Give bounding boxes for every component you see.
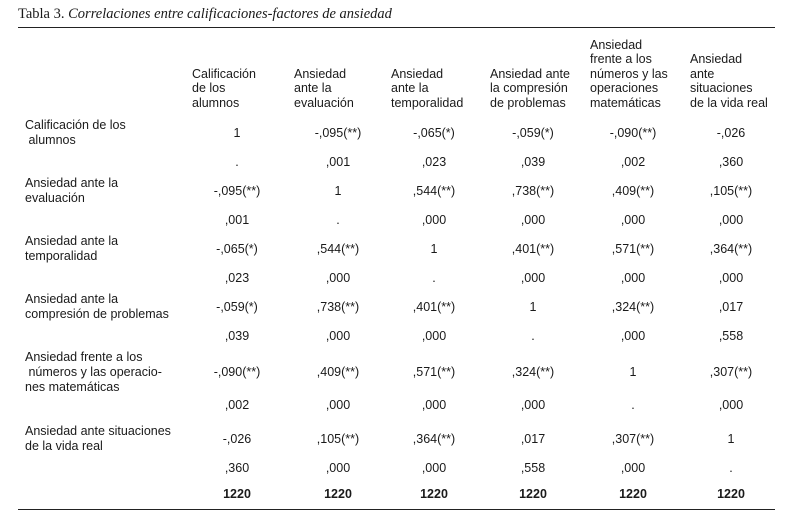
correlation-cell: ,307(**) — [709, 365, 753, 379]
column-header-line: Ansiedad — [590, 37, 643, 52]
significance-cell: . — [631, 398, 635, 412]
correlation-cell: ,017 — [520, 432, 546, 446]
correlation-cell: ,364(**) — [412, 432, 456, 446]
correlation-cell: -,026 — [222, 432, 252, 446]
correlation-cell: ,017 — [718, 300, 744, 314]
column-header-line: Ansiedad — [391, 66, 444, 81]
correlation-cell: ,571(**) — [412, 365, 456, 379]
correlation-cell: ,364(**) — [709, 242, 753, 256]
significance-cell: ,000 — [520, 271, 546, 285]
significance-cell: ,000 — [520, 398, 546, 412]
significance-cell: ,039 — [520, 155, 546, 169]
sample-size-cell: 1220 — [619, 487, 647, 501]
correlation-cell: ,307(**) — [611, 432, 655, 446]
sample-size-cell: 1220 — [717, 487, 745, 501]
sample-size-cell: 1220 — [223, 487, 251, 501]
column-header-6 — [690, 32, 768, 110]
significance-cell: ,558 — [520, 461, 546, 475]
row-label: Ansiedad frente a los números y las operacio- nes matemáticas — [25, 350, 162, 394]
sample-size-cell: 1220 — [519, 487, 547, 501]
correlation-cell: ,544(**) — [316, 242, 360, 256]
significance-cell: ,000 — [620, 461, 646, 475]
table-title: Correlaciones entre calificaciones-factores de ansiedad — [68, 6, 392, 22]
row-label: Ansiedad ante la temporalidad — [25, 234, 119, 263]
correlation-cell: 1 — [334, 184, 342, 198]
table-caption — [18, 6, 392, 23]
correlation-cell: -,090(**) — [609, 126, 657, 140]
column-header-line: ante la — [391, 81, 429, 95]
column-header-line: matemáticas — [590, 95, 661, 110]
column-header-line: evaluación — [294, 95, 354, 110]
significance-cell: . — [432, 271, 436, 285]
row-label: Ansiedad ante la compresión de problemas — [25, 292, 169, 321]
correlation-cell: ,571(**) — [611, 242, 655, 256]
correlation-cell: ,738(**) — [511, 184, 555, 198]
column-header-line: operaciones — [590, 81, 659, 95]
significance-cell: . — [235, 155, 239, 169]
row-label: Calificación de los alumnos — [25, 118, 126, 147]
column-header-line: Ansiedad — [690, 52, 743, 66]
sample-size-cell: 1220 — [324, 487, 352, 501]
column-header-1 — [192, 32, 256, 110]
correlation-cell: ,544(**) — [412, 184, 456, 198]
column-header-2 — [294, 32, 354, 110]
significance-cell: ,000 — [620, 213, 646, 227]
correlation-cell: -,065(*) — [216, 242, 258, 256]
significance-cell: ,023 — [224, 271, 250, 285]
significance-cell: ,000 — [421, 398, 447, 412]
correlation-cell: 1 — [727, 432, 735, 446]
significance-cell: ,000 — [718, 213, 744, 227]
significance-cell: ,000 — [718, 271, 744, 285]
significance-cell: ,000 — [325, 271, 351, 285]
column-header-line: números y las — [590, 66, 668, 81]
sample-size-cell: 1220 — [420, 487, 448, 501]
correlation-cell: ,409(**) — [316, 365, 360, 379]
column-header-line: ante — [690, 66, 715, 81]
significance-cell: . — [336, 213, 340, 227]
significance-cell: ,023 — [421, 155, 447, 169]
column-header-line: de los — [192, 81, 226, 95]
correlation-cell: -,065(*) — [413, 126, 455, 140]
significance-cell: ,558 — [718, 329, 744, 343]
significance-cell: ,000 — [421, 461, 447, 475]
significance-cell: . — [531, 329, 535, 343]
significance-cell: ,000 — [421, 329, 447, 343]
correlation-cell: ,105(**) — [709, 184, 753, 198]
significance-cell: ,000 — [620, 271, 646, 285]
correlation-cell: -,059(*) — [216, 300, 258, 314]
column-header-4 — [490, 32, 570, 110]
correlation-cell: -,095(**) — [314, 126, 362, 140]
correlation-cell: ,324(**) — [511, 365, 555, 379]
significance-cell: ,000 — [325, 398, 351, 412]
significance-cell: ,001 — [325, 155, 351, 169]
column-header-line: situaciones — [690, 81, 753, 95]
column-header-line: Ansiedad ante — [490, 66, 570, 81]
significance-cell: ,000 — [325, 329, 351, 343]
column-header-line: la compresión — [490, 81, 568, 95]
correlation-cell: -,095(**) — [213, 184, 261, 198]
correlation-cell: 1 — [430, 242, 438, 256]
correlation-cell: 1 — [233, 126, 241, 140]
correlation-cell: ,324(**) — [611, 300, 655, 314]
column-header-line: frente a los — [590, 52, 652, 66]
column-header-line: alumnos — [192, 95, 240, 110]
significance-cell: ,039 — [224, 329, 250, 343]
column-header-line: temporalidad — [391, 95, 464, 110]
correlation-cell: 1 — [529, 300, 537, 314]
significance-cell: ,360 — [224, 461, 250, 475]
correlation-cell: ,105(**) — [316, 432, 360, 446]
correlation-cell: 1 — [629, 365, 637, 379]
significance-cell: ,000 — [421, 213, 447, 227]
significance-cell: ,360 — [718, 155, 744, 169]
significance-cell: ,000 — [718, 398, 744, 412]
significance-cell: ,001 — [224, 213, 250, 227]
significance-cell: ,000 — [325, 461, 351, 475]
significance-cell: ,000 — [520, 213, 546, 227]
column-header-line: Ansiedad — [294, 66, 347, 81]
correlation-cell: ,409(**) — [611, 184, 655, 198]
significance-cell: ,002 — [620, 155, 646, 169]
significance-cell: ,000 — [620, 329, 646, 343]
correlation-cell: ,401(**) — [412, 300, 456, 314]
significance-cell: ,002 — [224, 398, 250, 412]
correlation-cell: -,059(*) — [512, 126, 554, 140]
table-number: Tabla 3. — [18, 6, 65, 22]
significance-cell: . — [729, 461, 733, 475]
column-header-line: Calificación — [192, 66, 256, 81]
column-header-3 — [391, 32, 463, 110]
top-rule — [18, 27, 775, 28]
column-header-line: ante la — [294, 81, 332, 95]
correlation-cell: ,738(**) — [316, 300, 360, 314]
bottom-rule — [18, 509, 775, 510]
row-label: Ansiedad ante la evaluación — [25, 176, 119, 205]
correlation-cell: ,401(**) — [511, 242, 555, 256]
column-header-line: de problemas — [490, 95, 566, 110]
column-header-line: de la vida real — [690, 95, 768, 110]
correlation-cell: -,090(**) — [213, 365, 261, 379]
correlation-cell: -,026 — [716, 126, 746, 140]
row-label: Ansiedad ante situaciones de la vida real — [25, 424, 171, 453]
column-header-5 — [590, 32, 668, 110]
